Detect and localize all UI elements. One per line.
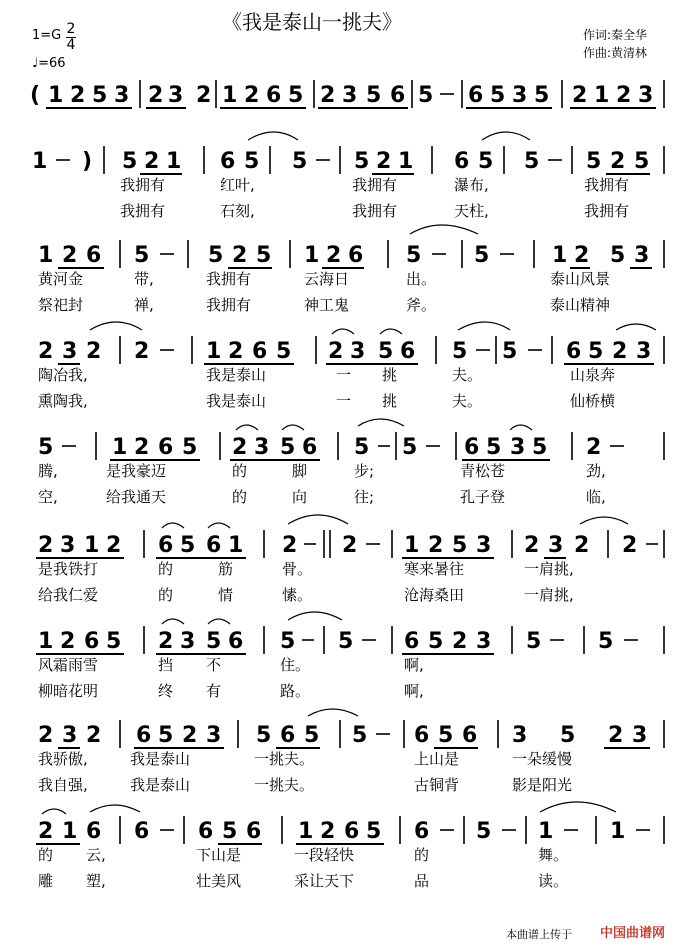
lyric: 的 [232,488,248,506]
svg-text:2: 2 [196,83,212,108]
lyric: 我是泰山 [206,366,267,384]
svg-text:1: 1 [206,339,222,364]
svg-text:6: 6 [302,435,318,460]
lyric: 一 [336,392,352,410]
svg-text:5: 5 [366,83,382,108]
lyric: 夫。 [452,392,483,410]
lyric: 终 [158,682,174,700]
lyric: 孔子登 [460,488,506,506]
lyric: 我自强, [38,776,88,794]
svg-text:2: 2 [616,83,632,108]
svg-text:3: 3 [476,629,492,654]
svg-text:5: 5 [280,629,296,654]
score-title: 《我是泰山一挑夫》 [222,10,402,34]
svg-text:5: 5 [438,723,454,748]
svg-text:2: 2 [86,723,102,748]
svg-text:5: 5 [180,533,196,558]
lyric: 石刻, [220,202,255,220]
svg-text:5: 5 [378,339,394,364]
svg-text:2: 2 [38,723,54,748]
svg-text:5: 5 [610,243,626,268]
lyric: 我拥有 [206,296,252,314]
staff-row-2 [32,132,664,220]
svg-text:5: 5 [526,629,542,654]
svg-text:6: 6 [220,149,236,174]
svg-text:5: 5 [158,723,174,748]
lyric: 黄河金 [38,270,84,288]
svg-text:3: 3 [60,533,76,558]
svg-text:2: 2 [148,83,164,108]
svg-text:5: 5 [280,435,296,460]
lyric: 风霜雨雪 [38,656,99,674]
lyric: 出。 [406,270,437,288]
svg-text:1: 1 [48,83,64,108]
quarter-note-icon: ♩ [32,56,39,71]
svg-text:1: 1 [298,819,314,844]
lyric: 的 [38,846,54,864]
svg-text:1: 1 [552,243,568,268]
svg-text:5: 5 [502,339,518,364]
lyric: 熏陶我, [38,392,88,410]
svg-text:2: 2 [586,435,602,460]
svg-text:6: 6 [280,723,296,748]
staff-row-5 [38,419,664,506]
lyric: 我拥有 [352,202,398,220]
lyric: 斧。 [406,296,437,314]
lyric: 一 [336,366,352,384]
lyric: 向 [292,488,308,506]
svg-text:5: 5 [304,723,320,748]
svg-text:1: 1 [538,819,554,844]
svg-text:5: 5 [560,723,576,748]
lyric: 脚 [292,462,308,480]
lyric: 一段轻快 [294,846,355,864]
lyric: 步; [354,462,375,480]
svg-text:5: 5 [122,149,138,174]
svg-text:2: 2 [608,723,624,748]
svg-text:6: 6 [84,629,100,654]
svg-text:5: 5 [106,629,122,654]
svg-text:3: 3 [636,339,652,364]
svg-text:5: 5 [452,339,468,364]
svg-text:2: 2 [244,83,260,108]
lyric: 往; [354,488,375,506]
svg-text:2: 2 [38,339,54,364]
svg-text:2: 2 [232,243,248,268]
svg-text:1: 1 [610,819,626,844]
lyric: 我拥有 [352,176,398,194]
lyric: 的 [232,462,248,480]
svg-text:6: 6 [86,819,102,844]
lyric: 山泉奔 [570,366,616,384]
lyric: 柳暗花明 [38,682,99,700]
svg-text:5: 5 [478,149,494,174]
lyric: 一挑夫。 [254,750,315,768]
lyric: 陶冶我, [38,366,88,384]
lyric: 情 [218,586,234,604]
lyric: 我是泰山 [130,750,191,768]
lyric: 临, [586,488,606,506]
svg-text:1: 1 [398,149,414,174]
svg-text:2: 2 [574,533,590,558]
svg-text:5: 5 [182,435,198,460]
svg-text:3: 3 [510,435,526,460]
svg-text:2: 2 [282,533,298,558]
svg-text:3: 3 [476,533,492,558]
svg-text:3: 3 [254,435,270,460]
svg-text:6: 6 [252,339,268,364]
svg-text:5: 5 [524,149,540,174]
staff-row-7 [36,612,664,700]
svg-text:2: 2 [134,339,150,364]
lyric: 品 [414,872,430,890]
lyric: 我是泰山 [130,776,191,794]
svg-text:6: 6 [566,339,582,364]
svg-text:2: 2 [612,339,628,364]
lyric: 影是阳光 [512,776,573,794]
lyric: 骨。 [282,560,313,578]
staff-row-6 [36,515,664,604]
svg-text:6: 6 [462,723,478,748]
lyric: 壮美风 [196,872,242,890]
svg-text:2: 2 [610,149,626,174]
svg-text:5: 5 [634,149,650,174]
lyric: 是我豪迈 [106,462,167,480]
svg-text:3: 3 [512,83,528,108]
svg-text:5: 5 [586,149,602,174]
time-top: 2 [66,21,76,37]
svg-text:3: 3 [638,83,654,108]
lyric: 雕 [38,872,54,890]
svg-text:2: 2 [134,435,150,460]
svg-text:5: 5 [38,435,54,460]
svg-text:5: 5 [352,723,368,748]
lyric: 不 [206,656,222,674]
svg-text:1: 1 [594,83,610,108]
lyric: 红叶, [220,176,255,194]
staff-row-3 [38,225,664,314]
svg-text:1: 1 [166,149,182,174]
lyric: 的 [158,560,174,578]
svg-text:6: 6 [390,83,406,108]
lyric: 泰山精神 [550,296,611,314]
svg-text:5: 5 [256,723,272,748]
svg-text:1: 1 [62,819,78,844]
lyric: 我拥有 [584,176,630,194]
svg-text:6: 6 [414,819,430,844]
lyric: 仙桥横 [570,392,616,410]
svg-text:6: 6 [136,723,152,748]
lyric: 一朵缓慢 [512,750,573,768]
lyric: 瀑布, [454,176,489,194]
svg-text:5: 5 [452,533,468,558]
lyric: 塑, [86,872,106,890]
lyric: 禅, [134,296,154,314]
lyric: 我拥有 [120,202,166,220]
svg-text:2: 2 [376,149,392,174]
svg-text:2: 2 [326,243,342,268]
lyric: 读。 [538,872,569,890]
svg-text:3: 3 [62,723,78,748]
svg-text:1: 1 [84,533,100,558]
svg-text:5: 5 [206,629,222,654]
staff-row-9 [36,802,664,890]
svg-text:6: 6 [246,819,262,844]
svg-text:6: 6 [134,819,150,844]
lyric: 愫。 [282,586,313,604]
svg-text:1: 1 [404,533,420,558]
svg-text:5: 5 [354,149,370,174]
svg-text:6: 6 [344,819,360,844]
svg-text:5: 5 [292,149,308,174]
lyric: 祭祀封 [38,296,84,314]
staff-row-4 [38,322,664,410]
lyric: 挑 [382,366,398,384]
lyric: 空, [38,488,58,506]
svg-text:2: 2 [524,533,540,558]
svg-text:3: 3 [512,723,528,748]
svg-text:5: 5 [476,819,492,844]
lyric: 青松苍 [460,462,506,480]
svg-text:6: 6 [158,533,174,558]
lyric: 云海日 [304,270,350,288]
tempo-value: =66 [38,56,66,71]
lyric: 给我通天 [106,488,167,506]
lyric: 夫。 [452,366,483,384]
svg-text:5: 5 [598,629,614,654]
svg-text:2: 2 [70,83,86,108]
svg-text:5: 5 [276,339,292,364]
svg-text:2: 2 [622,533,638,558]
svg-text:2: 2 [572,83,588,108]
svg-text:2: 2 [574,243,590,268]
svg-text:6: 6 [414,723,430,748]
svg-text:2: 2 [158,629,174,654]
svg-text:2: 2 [428,533,444,558]
lyric: 挡 [158,656,174,674]
svg-text:2: 2 [232,435,248,460]
lyric: 路。 [280,682,311,700]
svg-text:5: 5 [406,243,422,268]
svg-text:1: 1 [112,435,128,460]
svg-text:6: 6 [206,533,222,558]
svg-text:6: 6 [464,435,480,460]
svg-text:5: 5 [532,435,548,460]
svg-text:2: 2 [86,339,102,364]
svg-text:2: 2 [38,533,54,558]
svg-text:3: 3 [168,83,184,108]
lyric: 天柱, [454,202,489,220]
svg-text:6: 6 [86,243,102,268]
svg-text:5: 5 [256,243,272,268]
svg-text:1: 1 [304,243,320,268]
svg-text:5: 5 [428,629,444,654]
svg-text:5: 5 [490,83,506,108]
svg-text:1: 1 [228,533,244,558]
lyric: 给我仁爱 [38,586,99,604]
svg-text:2: 2 [106,533,122,558]
svg-text:1: 1 [38,243,54,268]
svg-text:2: 2 [182,723,198,748]
lyric: 神工鬼 [304,296,350,314]
lyric: 云, [86,846,106,864]
svg-text:5: 5 [534,83,550,108]
lyric: 劲, [586,462,606,480]
lyric: 一肩挑, [524,560,574,578]
lyric: 古铜背 [414,776,460,794]
svg-text:2: 2 [328,339,344,364]
svg-text:5: 5 [288,83,304,108]
svg-text:1: 1 [32,149,48,174]
svg-text:6: 6 [400,339,416,364]
svg-text:5: 5 [222,819,238,844]
svg-text:6: 6 [266,83,282,108]
lyric: 泰山风景 [550,270,611,288]
svg-text:2: 2 [228,339,244,364]
lyric: 啊, [404,656,424,674]
lyric: 上山是 [414,750,460,768]
svg-text:6: 6 [198,819,214,844]
site-logo[interactable]: 中国曲谱网 [600,926,666,941]
svg-text:2: 2 [452,629,468,654]
lyric: 一肩挑, [524,586,574,604]
svg-text:5: 5 [92,83,108,108]
lyric: 的 [158,586,174,604]
svg-text:5: 5 [418,83,434,108]
svg-text:5: 5 [366,819,382,844]
svg-text:6: 6 [348,243,364,268]
svg-text:3: 3 [634,243,650,268]
svg-text:3: 3 [350,339,366,364]
svg-text:5: 5 [486,435,502,460]
lyric: 寒来暑往 [404,560,465,578]
lyric: 有 [206,682,222,700]
svg-text:2: 2 [62,243,78,268]
svg-text:6: 6 [404,629,420,654]
lyric: 我是泰山 [206,392,267,410]
svg-text:2: 2 [320,83,336,108]
svg-text:3: 3 [342,83,358,108]
lyric: 一挑夫。 [254,776,315,794]
svg-text:5: 5 [244,149,260,174]
svg-text:3: 3 [114,83,130,108]
svg-text:3: 3 [62,339,78,364]
svg-text:5: 5 [338,629,354,654]
svg-text:5: 5 [474,243,490,268]
svg-text:2: 2 [320,819,336,844]
svg-text:2: 2 [60,629,76,654]
key-signature: 1=G [32,28,62,43]
svg-text:5: 5 [402,435,418,460]
svg-text:6: 6 [468,83,484,108]
lyric: 筋 [218,560,234,578]
lyric: 下山是 [196,846,242,864]
lyric: 是我铁打 [38,560,99,578]
staff-row-8 [38,709,664,794]
lyric: 沧海桑田 [404,586,465,604]
svg-text:1: 1 [38,629,54,654]
svg-text:5: 5 [134,243,150,268]
svg-text:3: 3 [632,723,648,748]
svg-text:2: 2 [38,819,54,844]
svg-text:2: 2 [144,149,160,174]
svg-text:5: 5 [588,339,604,364]
svg-text:3: 3 [548,533,564,558]
svg-text:1: 1 [222,83,238,108]
lyric: 啊, [404,682,424,700]
svg-text:5: 5 [208,243,224,268]
footer-text: 本曲谱上传于 [506,928,572,941]
svg-text:6: 6 [158,435,174,460]
lyric: 腾, [38,462,58,480]
svg-text:(: ( [30,83,41,108]
lyric: 的 [414,846,430,864]
lyric: 挑 [382,392,398,410]
svg-text:2: 2 [342,533,358,558]
lyric: 舞。 [538,846,569,864]
lyric: 采让天下 [294,872,355,890]
time-bottom: 4 [66,37,76,53]
lyric: 我拥有 [206,270,252,288]
svg-text:3: 3 [180,629,196,654]
svg-text:5: 5 [354,435,370,460]
svg-text:6: 6 [228,629,244,654]
svg-text:): ) [82,149,93,174]
svg-text:3: 3 [206,723,222,748]
lyric: 带, [134,270,154,288]
lyric: 住。 [280,656,311,674]
lyricist: 作词:秦全华 [583,28,648,42]
lyric: 我骄傲, [38,750,88,768]
composer: 作曲:黄清林 [583,46,648,60]
svg-text:6: 6 [454,149,470,174]
lyric: 我拥有 [584,202,630,220]
lyric: 我拥有 [120,176,166,194]
staff-row-1 [30,80,664,108]
